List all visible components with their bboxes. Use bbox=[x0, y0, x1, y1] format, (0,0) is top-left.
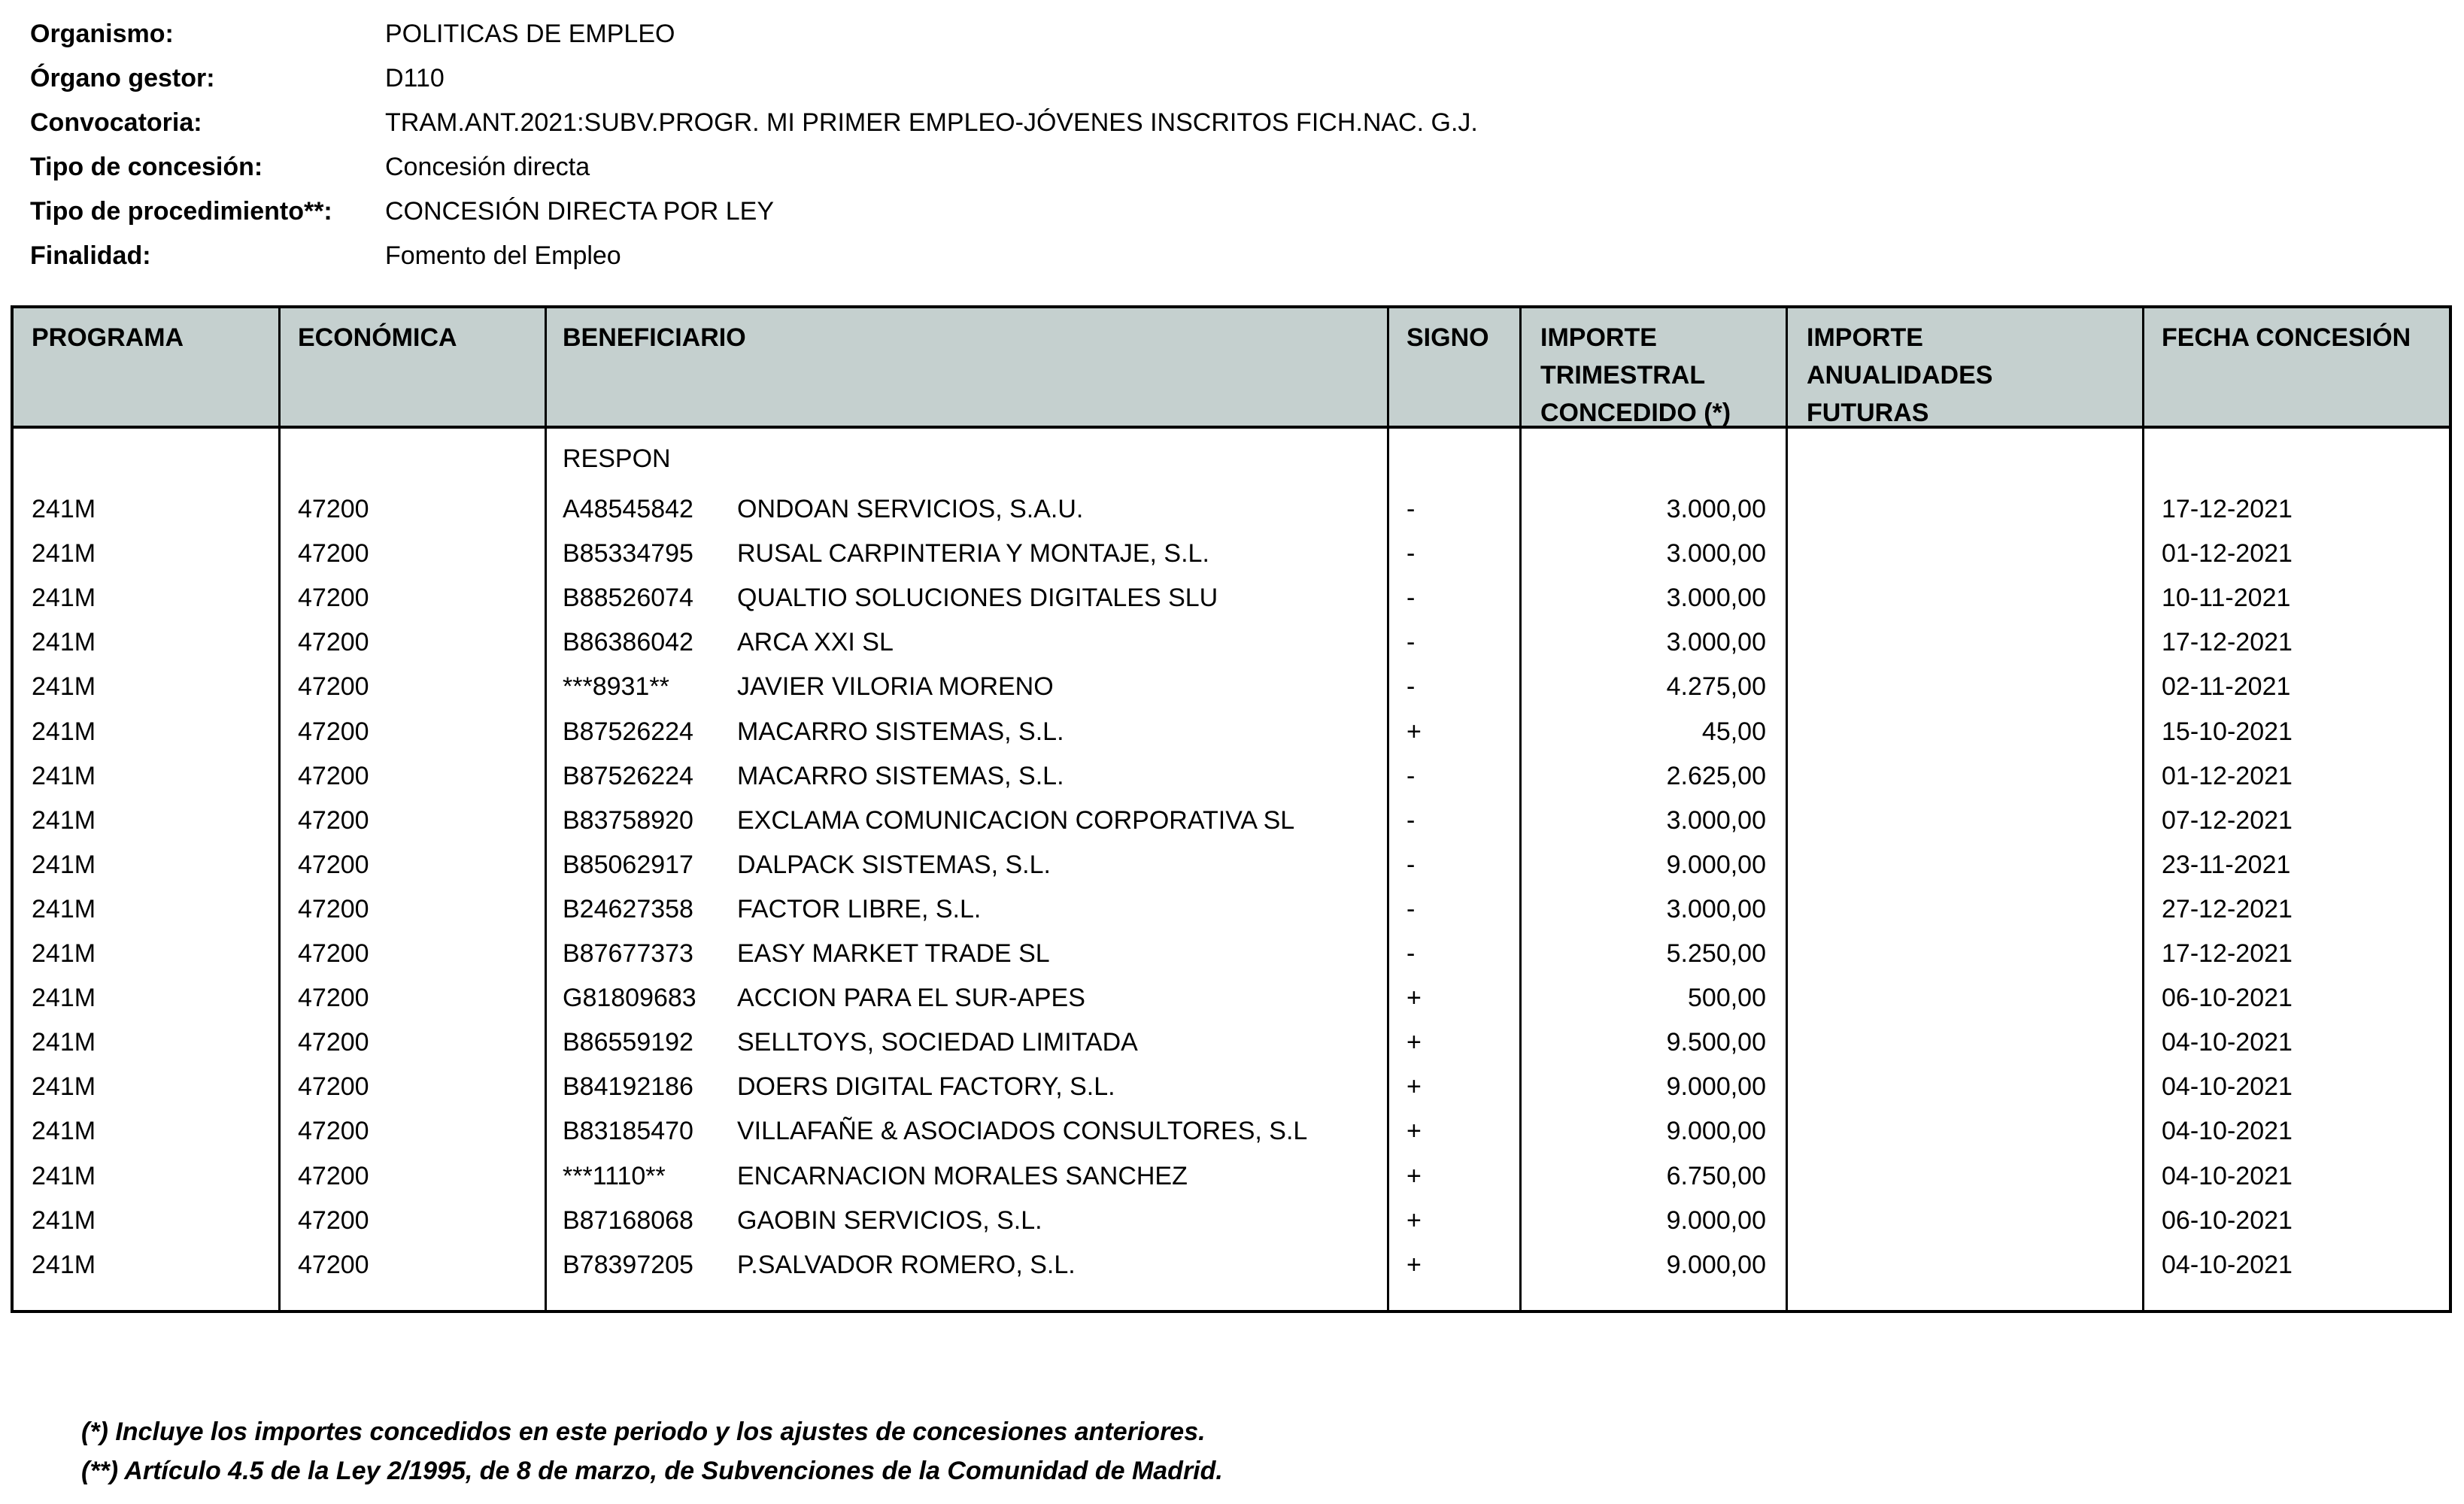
row-signo: + bbox=[1406, 717, 1422, 746]
concessions-table bbox=[11, 305, 2452, 1313]
meta-row-finalidad bbox=[30, 234, 1478, 278]
table-row bbox=[14, 754, 2449, 799]
row-programa: 241M bbox=[32, 939, 96, 968]
table-row bbox=[14, 532, 2449, 576]
meta-label: Órgano gestor: bbox=[30, 64, 215, 92]
row-beneficiario-nombre: FACTOR LIBRE, S.L. bbox=[737, 894, 982, 923]
row-fecha: 04-10-2021 bbox=[2162, 1072, 2293, 1102]
row-economica: 47200 bbox=[298, 539, 369, 569]
row-fecha: 17-12-2021 bbox=[2162, 495, 2293, 523]
row-beneficiario-nombre: EXCLAMA COMUNICACION CORPORATIVA SL bbox=[737, 805, 1295, 835]
row-economica: 47200 bbox=[298, 984, 369, 1013]
row-importe: 9.500,00 bbox=[1666, 1028, 1766, 1057]
table-row bbox=[14, 1065, 2449, 1109]
footnotes bbox=[81, 1412, 1223, 1490]
table-row bbox=[14, 976, 2449, 1020]
row-importe: 500,00 bbox=[1688, 984, 1766, 1013]
row-signo: + bbox=[1406, 1072, 1422, 1102]
meta-value: CONCESIÓN DIRECTA POR LEY bbox=[385, 197, 775, 226]
row-nif: ***1110** bbox=[563, 1161, 666, 1190]
table-row bbox=[14, 1199, 2449, 1243]
row-signo: + bbox=[1406, 984, 1422, 1013]
meta-label: Convocatoria: bbox=[30, 108, 202, 137]
row-beneficiario-nombre: RUSAL CARPINTERIA Y MONTAJE, S.L. bbox=[737, 539, 1209, 569]
row-economica: 47200 bbox=[298, 805, 369, 835]
row-economica: 47200 bbox=[298, 939, 369, 968]
row-nif: B85334795 bbox=[563, 539, 693, 569]
row-fecha: 17-12-2021 bbox=[2162, 628, 2293, 657]
row-signo: - bbox=[1406, 850, 1416, 879]
row-nif: A48545842 bbox=[563, 495, 693, 523]
row-nif: B85062917 bbox=[563, 850, 693, 879]
row-nif: B87168068 bbox=[563, 1205, 693, 1235]
row-nif: B83185470 bbox=[563, 1117, 693, 1146]
row-importe: 3.000,00 bbox=[1666, 495, 1766, 523]
row-fecha: 27-12-2021 bbox=[2162, 894, 2293, 923]
row-signo: - bbox=[1406, 761, 1416, 790]
row-signo: - bbox=[1406, 939, 1416, 968]
row-programa: 241M bbox=[32, 584, 96, 613]
row-programa: 241M bbox=[32, 628, 96, 657]
row-programa: 241M bbox=[32, 1205, 96, 1235]
row-signo: - bbox=[1406, 894, 1416, 923]
table-row bbox=[14, 710, 2449, 754]
header-fecha-concesion: FECHA CONCESIÓN bbox=[2162, 323, 2411, 352]
row-programa: 241M bbox=[32, 850, 96, 879]
row-beneficiario-nombre: ONDOAN SERVICIOS, S.A.U. bbox=[737, 495, 1084, 523]
row-fecha: 15-10-2021 bbox=[2162, 717, 2293, 746]
row-programa: 241M bbox=[32, 1028, 96, 1057]
row-programa: 241M bbox=[32, 495, 96, 523]
footnote: (*) Incluye los importes concedidos en este periodo y los ajustes de concesiones anteriores. bbox=[81, 1418, 1206, 1446]
row-programa: 241M bbox=[32, 1117, 96, 1146]
row-fecha: 02-11-2021 bbox=[2162, 672, 2291, 702]
row-fecha: 01-12-2021 bbox=[2162, 761, 2293, 790]
table-row bbox=[14, 665, 2449, 709]
meta-value: TRAM.ANT.2021:SUBV.PROGR. MI PRIMER EMPLEO-JÓVENES INSCRITOS FICH.NAC. G.J. bbox=[385, 108, 1478, 137]
row-economica: 47200 bbox=[298, 894, 369, 923]
row-nif: B87677373 bbox=[563, 939, 693, 968]
row-programa: 241M bbox=[32, 1072, 96, 1102]
row-signo: - bbox=[1406, 495, 1416, 523]
row-fecha: 10-11-2021 bbox=[2162, 584, 2291, 613]
row-economica: 47200 bbox=[298, 717, 369, 746]
row-beneficiario-nombre: QUALTIO SOLUCIONES DIGITALES SLU bbox=[737, 584, 1218, 613]
row-fecha: 06-10-2021 bbox=[2162, 1205, 2293, 1235]
row-economica: 47200 bbox=[298, 1250, 369, 1279]
row-economica: 47200 bbox=[298, 761, 369, 790]
row-importe: 9.000,00 bbox=[1666, 1117, 1766, 1146]
table-row bbox=[14, 843, 2449, 887]
header-signo: SIGNO bbox=[1406, 323, 1489, 352]
row-programa: 241M bbox=[32, 1161, 96, 1190]
row-fecha: 07-12-2021 bbox=[2162, 805, 2293, 835]
row-beneficiario-nombre: EASY MARKET TRADE SL bbox=[737, 939, 1050, 968]
row-programa: 241M bbox=[32, 894, 96, 923]
header-economica: ECONÓMICA bbox=[298, 323, 457, 352]
row-economica: 47200 bbox=[298, 1072, 369, 1102]
row-nif: G81809683 bbox=[563, 984, 696, 1013]
table-row bbox=[14, 620, 2449, 665]
row-nif: B86559192 bbox=[563, 1028, 693, 1057]
table-header bbox=[14, 308, 2449, 429]
row-economica: 47200 bbox=[298, 584, 369, 613]
row-programa: 241M bbox=[32, 984, 96, 1013]
row-fecha: 17-12-2021 bbox=[2162, 939, 2293, 968]
meta-value: Fomento del Empleo bbox=[385, 241, 621, 270]
row-nif: ***8931** bbox=[563, 672, 669, 702]
table-row bbox=[14, 932, 2449, 976]
row-programa: 241M bbox=[32, 539, 96, 569]
row-nif: B24627358 bbox=[563, 894, 693, 923]
row-fecha: 23-11-2021 bbox=[2162, 850, 2291, 879]
row-signo: - bbox=[1406, 672, 1416, 702]
table-row bbox=[14, 1243, 2449, 1287]
meta-value: POLITICAS DE EMPLEO bbox=[385, 20, 675, 48]
header-importe-trimestral: IMPORTE TRIMESTRAL CONCEDIDO (*) bbox=[1540, 323, 1731, 427]
section-label: RESPON bbox=[563, 444, 671, 473]
header-importe-anualidades: IMPORTE ANUALIDADES FUTURAS bbox=[1807, 323, 1993, 427]
row-fecha: 04-10-2021 bbox=[2162, 1028, 2293, 1057]
row-fecha: 04-10-2021 bbox=[2162, 1250, 2293, 1279]
row-nif: B86386042 bbox=[563, 628, 693, 657]
row-signo: - bbox=[1406, 584, 1416, 613]
row-economica: 47200 bbox=[298, 672, 369, 702]
table-row bbox=[14, 1154, 2449, 1199]
row-importe: 9.000,00 bbox=[1666, 1072, 1766, 1102]
row-importe: 6.750,00 bbox=[1666, 1161, 1766, 1190]
row-nif: B78397205 bbox=[563, 1250, 693, 1279]
table-row bbox=[14, 576, 2449, 620]
table-row bbox=[14, 487, 2449, 532]
header-programa: PROGRAMA bbox=[32, 323, 184, 352]
row-fecha: 01-12-2021 bbox=[2162, 539, 2293, 569]
row-economica: 47200 bbox=[298, 1028, 369, 1057]
row-importe: 9.000,00 bbox=[1666, 1205, 1766, 1235]
row-importe: 45,00 bbox=[1701, 717, 1766, 746]
row-signo: - bbox=[1406, 539, 1416, 569]
row-nif: B88526074 bbox=[563, 584, 693, 613]
header-beneficiario: BENEFICIARIO bbox=[563, 323, 746, 352]
row-economica: 47200 bbox=[298, 495, 369, 523]
meta-label: Finalidad: bbox=[30, 241, 151, 270]
row-fecha: 06-10-2021 bbox=[2162, 984, 2293, 1013]
row-signo: + bbox=[1406, 1205, 1422, 1235]
row-nif: B87526224 bbox=[563, 761, 693, 790]
row-signo: + bbox=[1406, 1028, 1422, 1057]
row-importe: 5.250,00 bbox=[1666, 939, 1766, 968]
row-nif: B83758920 bbox=[563, 805, 693, 835]
row-beneficiario-nombre: VILLAFAÑE & ASOCIADOS CONSULTORES, S.L bbox=[737, 1117, 1308, 1146]
row-beneficiario-nombre: DALPACK SISTEMAS, S.L. bbox=[737, 850, 1051, 879]
meta-label: Organismo: bbox=[30, 20, 174, 48]
table-row bbox=[14, 1020, 2449, 1065]
meta-value: D110 bbox=[385, 64, 445, 92]
row-signo: + bbox=[1406, 1161, 1422, 1190]
row-nif: B87526224 bbox=[563, 717, 693, 746]
row-importe: 2.625,00 bbox=[1666, 761, 1766, 790]
row-beneficiario-nombre: MACARRO SISTEMAS, S.L. bbox=[737, 717, 1064, 746]
metadata-block bbox=[30, 12, 1478, 278]
row-importe: 9.000,00 bbox=[1666, 850, 1766, 879]
row-economica: 47200 bbox=[298, 1161, 369, 1190]
meta-label: Tipo de procedimiento**: bbox=[30, 197, 332, 226]
row-fecha: 04-10-2021 bbox=[2162, 1161, 2293, 1190]
row-beneficiario-nombre: DOERS DIGITAL FACTORY, S.L. bbox=[737, 1072, 1115, 1102]
meta-value: Concesión directa bbox=[385, 153, 590, 181]
meta-row-organo-gestor bbox=[30, 56, 1478, 101]
table-row bbox=[14, 799, 2449, 843]
row-fecha: 04-10-2021 bbox=[2162, 1117, 2293, 1146]
row-beneficiario-nombre: SELLTOYS, SOCIEDAD LIMITADA bbox=[737, 1028, 1138, 1057]
meta-label: Tipo de concesión: bbox=[30, 153, 263, 181]
row-signo: + bbox=[1406, 1250, 1422, 1279]
row-economica: 47200 bbox=[298, 628, 369, 657]
row-economica: 47200 bbox=[298, 850, 369, 879]
row-importe: 3.000,00 bbox=[1666, 584, 1766, 613]
row-importe: 3.000,00 bbox=[1666, 894, 1766, 923]
table-row bbox=[14, 887, 2449, 932]
row-programa: 241M bbox=[32, 761, 96, 790]
row-beneficiario-nombre: MACARRO SISTEMAS, S.L. bbox=[737, 761, 1064, 790]
row-programa: 241M bbox=[32, 805, 96, 835]
row-economica: 47200 bbox=[298, 1205, 369, 1235]
row-signo: - bbox=[1406, 805, 1416, 835]
row-beneficiario-nombre: P.SALVADOR ROMERO, S.L. bbox=[737, 1250, 1076, 1279]
row-beneficiario-nombre: ENCARNACION MORALES SANCHEZ bbox=[737, 1161, 1188, 1190]
row-programa: 241M bbox=[32, 1250, 96, 1279]
row-programa: 241M bbox=[32, 717, 96, 746]
footnote: (**) Artículo 4.5 de la Ley 2/1995, de 8 de marzo, de Subvenciones de la Comunidad de Madrid. bbox=[81, 1457, 1223, 1485]
row-beneficiario-nombre: ACCION PARA EL SUR-APES bbox=[737, 984, 1085, 1013]
meta-row-organismo bbox=[30, 12, 1478, 56]
row-beneficiario-nombre: ARCA XXI SL bbox=[737, 628, 894, 657]
row-signo: - bbox=[1406, 628, 1416, 657]
meta-row-tipo-procedimiento bbox=[30, 190, 1478, 234]
meta-row-convocatoria bbox=[30, 101, 1478, 145]
row-importe: 3.000,00 bbox=[1666, 805, 1766, 835]
row-importe: 3.000,00 bbox=[1666, 539, 1766, 569]
row-importe: 4.275,00 bbox=[1666, 672, 1766, 702]
table-row bbox=[14, 1109, 2449, 1154]
row-signo: + bbox=[1406, 1117, 1422, 1146]
row-importe: 9.000,00 bbox=[1666, 1250, 1766, 1279]
row-programa: 241M bbox=[32, 672, 96, 702]
row-importe: 3.000,00 bbox=[1666, 628, 1766, 657]
meta-row-tipo-concesion bbox=[30, 145, 1478, 190]
row-nif: B84192186 bbox=[563, 1072, 693, 1102]
row-economica: 47200 bbox=[298, 1117, 369, 1146]
row-beneficiario-nombre: JAVIER VILORIA MORENO bbox=[737, 672, 1054, 702]
row-beneficiario-nombre: GAOBIN SERVICIOS, S.L. bbox=[737, 1205, 1042, 1235]
